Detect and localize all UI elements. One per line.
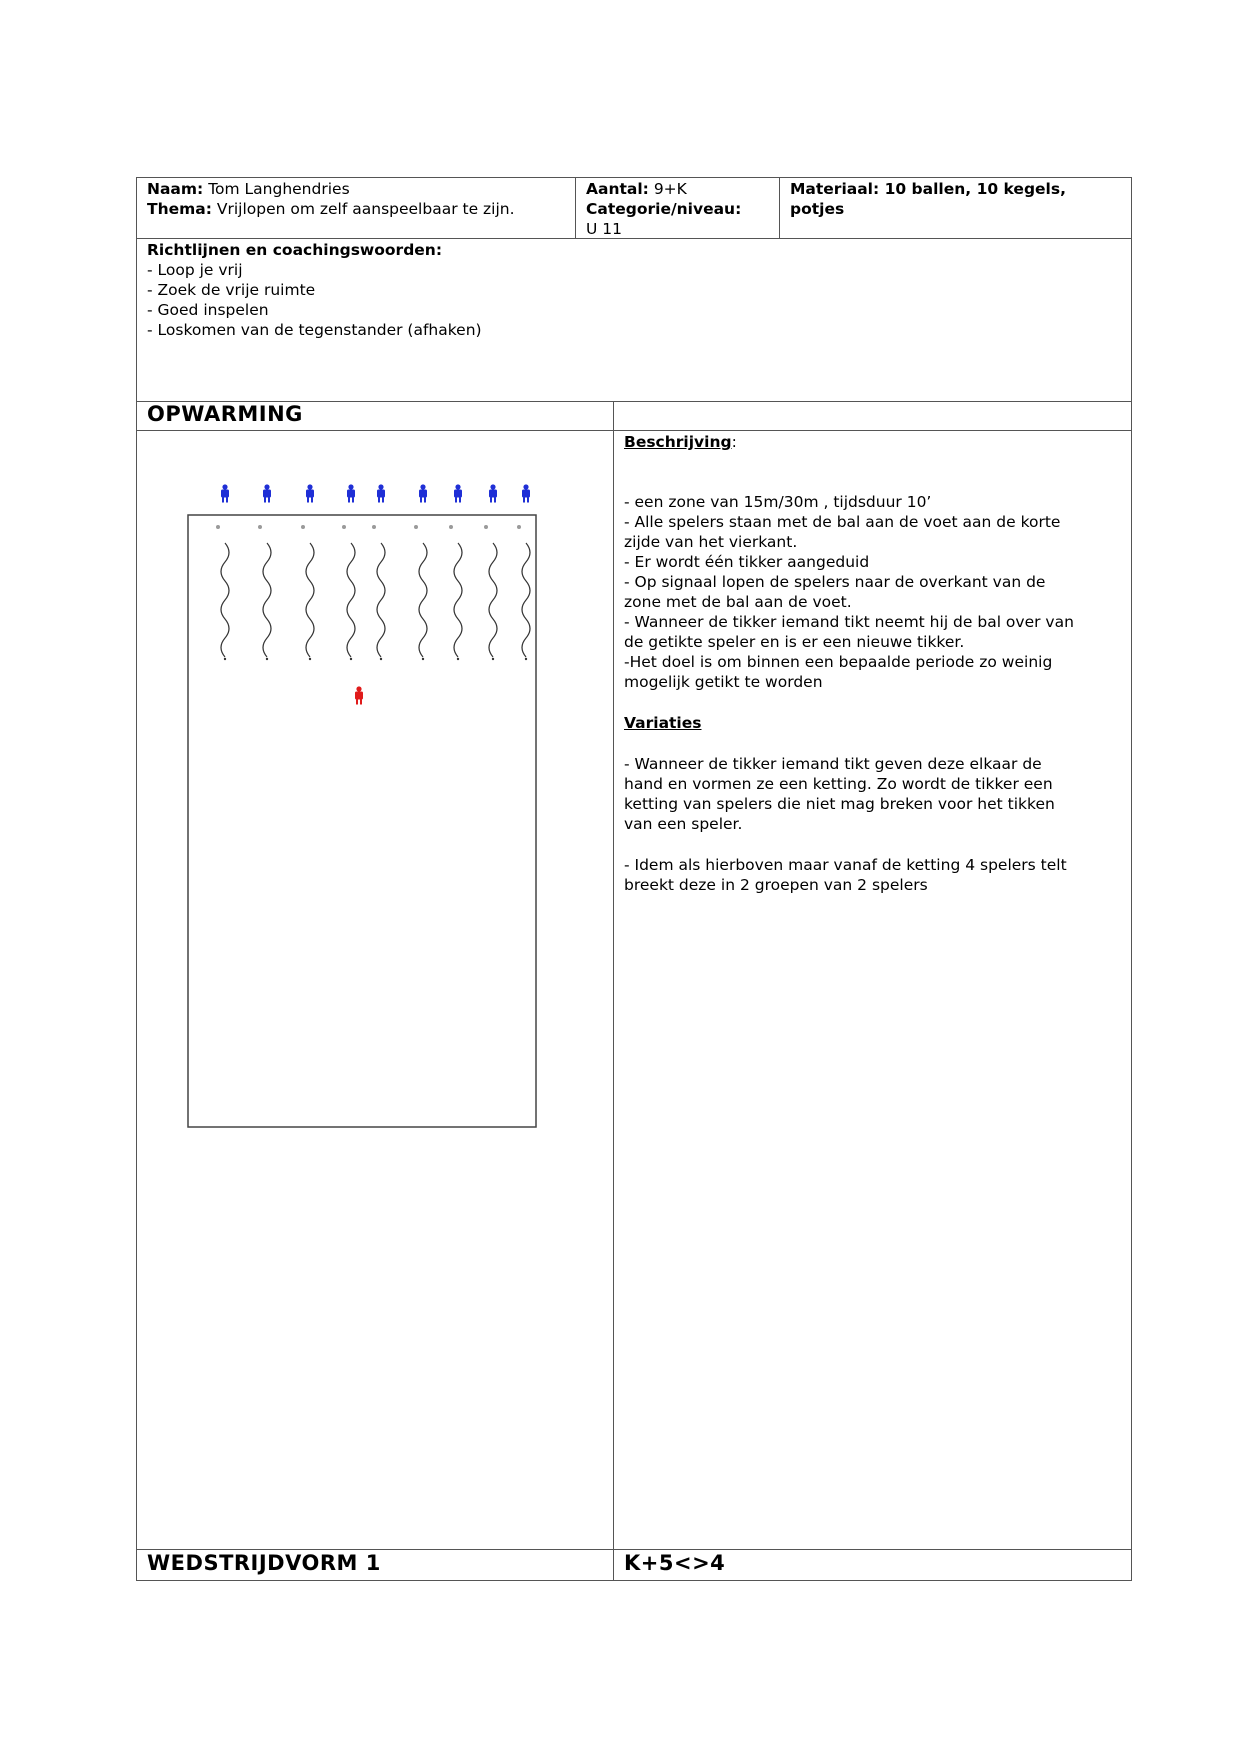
description-line: - Alle spelers staan met de bal aan de voet aan de korte	[624, 513, 1061, 531]
section1-title-right-cell	[613, 401, 1132, 431]
player-leg	[356, 700, 358, 705]
variation-line: van een speler.	[624, 815, 743, 833]
player-leg	[348, 498, 350, 503]
description-line: - Er wordt één tikker aangeduid	[624, 553, 870, 571]
path-end	[224, 658, 226, 660]
player-body	[355, 692, 363, 700]
attacker-player	[419, 484, 427, 502]
path-end	[309, 658, 311, 660]
player-leg	[352, 498, 354, 503]
player-head	[420, 484, 425, 489]
path-end	[350, 658, 352, 660]
description-line: de getikte speler en is er een nieuwe tikker.	[624, 633, 965, 651]
ball	[449, 525, 453, 529]
attacker-player	[377, 484, 385, 502]
field-rectangle	[188, 515, 536, 1127]
attackers-group	[216, 484, 530, 660]
attacker-player	[221, 484, 229, 502]
player-body	[489, 490, 497, 498]
attacker-player	[489, 484, 497, 502]
materiaal-line-1: Materiaal: 10 ballen, 10 kegels,	[790, 180, 1066, 198]
path-end	[492, 658, 494, 660]
player-body	[454, 490, 462, 498]
path-end	[457, 658, 459, 660]
player-head	[455, 484, 460, 489]
beschrijving-label: Beschrijving	[624, 433, 732, 451]
player-leg	[459, 498, 461, 503]
ball	[372, 525, 376, 529]
attacker-player	[263, 484, 271, 502]
thema-label: Thema:	[147, 200, 212, 218]
player-body	[263, 490, 271, 498]
naam-line	[147, 179, 350, 199]
materiaal-line-2: potjes	[790, 200, 845, 218]
naam-value: Tom Langhendries	[208, 180, 350, 198]
description-line: -Het doel is om binnen een bepaalde periode zo weinig	[624, 653, 1053, 671]
ball	[414, 525, 418, 529]
player-leg	[424, 498, 426, 503]
path-end	[380, 658, 382, 660]
player-leg	[455, 498, 457, 503]
dribble-path	[377, 543, 385, 657]
aantal-line	[586, 179, 687, 199]
dribble-path	[347, 543, 355, 657]
dribble-path	[522, 543, 530, 657]
variation-line: - Wanneer de tikker iemand tikt geven deze elkaar de	[624, 755, 1042, 773]
attacker-player	[306, 484, 314, 502]
variation-line: - Idem als hierboven maar vanaf de ketting 4 spelers telt	[624, 856, 1067, 874]
description-line: mogelijk getikt te worden	[624, 673, 823, 691]
dribble-path	[419, 543, 427, 657]
path-end	[422, 658, 424, 660]
section2-title: WEDSTRIJDVORM 1	[147, 1551, 381, 1575]
player-leg	[268, 498, 270, 503]
dribble-path	[489, 543, 497, 657]
aantal-label: Aantal:	[586, 180, 649, 198]
guidelines-title: Richtlijnen en coachingswoorden:	[147, 241, 443, 259]
description-line: - Wanneer de tikker iemand tikt neemt hij de bal over van	[624, 613, 1074, 631]
beschrijving-text	[624, 492, 1074, 692]
player-leg	[494, 498, 496, 503]
player-body	[306, 490, 314, 498]
variation-line: hand en vormen ze een ketting. Zo wordt de tikker een	[624, 775, 1053, 793]
attacker-player	[454, 484, 462, 502]
description-line: zijde van het vierkant.	[624, 533, 798, 551]
section1-title: OPWARMING	[147, 402, 303, 426]
attacker-player	[347, 484, 355, 502]
description-line: zone met de bal aan de voet.	[624, 593, 852, 611]
variaties-label: Variaties	[624, 714, 702, 732]
dribble-path	[306, 543, 314, 657]
player-body	[377, 490, 385, 498]
tagger-group	[355, 686, 363, 704]
naam-label: Naam:	[147, 180, 204, 198]
player-head	[307, 484, 312, 489]
variation-line: ketting van spelers die niet mag breken voor het tikken	[624, 795, 1055, 813]
player-head	[523, 484, 528, 489]
thema-line	[147, 199, 515, 219]
player-leg	[360, 700, 362, 705]
guideline-item: - Goed inspelen	[147, 301, 269, 319]
description-line: - een zone van 15m/30m , tijdsduur 10’	[624, 493, 932, 511]
ball	[484, 525, 488, 529]
ball	[216, 525, 220, 529]
attacker-player	[522, 484, 530, 502]
thema-value: Vrijlopen om zelf aanspeelbaar te zijn.	[216, 200, 515, 218]
variation-line: breekt deze in 2 groepen van 2 spelers	[624, 876, 928, 894]
categorie-value: U 11	[586, 220, 622, 238]
guideline-item: - Loskomen van de tegenstander (afhaken)	[147, 321, 482, 339]
player-leg	[311, 498, 313, 503]
drill-diagram	[180, 475, 550, 1155]
player-head	[378, 484, 383, 489]
aantal-value: 9+K	[653, 180, 687, 198]
dribble-path	[454, 543, 462, 657]
player-body	[347, 490, 355, 498]
guideline-item: - Zoek de vrije ruimte	[147, 281, 316, 299]
beschrijving-colon: :	[731, 433, 737, 451]
section2-right: K+5<>4	[624, 1551, 726, 1575]
player-leg	[490, 498, 492, 503]
ball	[342, 525, 346, 529]
player-body	[522, 490, 530, 498]
dribble-path	[221, 543, 229, 657]
ball	[258, 525, 262, 529]
player-head	[264, 484, 269, 489]
player-leg	[222, 498, 224, 503]
player-leg	[226, 498, 228, 503]
player-body	[419, 490, 427, 498]
player-head	[356, 686, 361, 691]
player-head	[222, 484, 227, 489]
tagger-player	[355, 686, 363, 704]
beschrijving-heading	[624, 432, 737, 452]
variaties-text-2	[624, 855, 1067, 895]
player-leg	[382, 498, 384, 503]
variaties-text-1	[624, 754, 1055, 834]
categorie-label: Categorie/niveau:	[586, 200, 742, 218]
ball	[517, 525, 521, 529]
path-end	[525, 658, 527, 660]
player-leg	[264, 498, 266, 503]
guideline-item: - Loop je vrij	[147, 261, 243, 279]
description-line: - Op signaal lopen de spelers naar de overkant van de	[624, 573, 1046, 591]
player-head	[490, 484, 495, 489]
dribble-path	[263, 543, 271, 657]
ball	[301, 525, 305, 529]
player-leg	[378, 498, 380, 503]
path-end	[266, 658, 268, 660]
player-leg	[527, 498, 529, 503]
player-body	[221, 490, 229, 498]
player-leg	[523, 498, 525, 503]
player-leg	[307, 498, 309, 503]
player-head	[348, 484, 353, 489]
player-leg	[420, 498, 422, 503]
